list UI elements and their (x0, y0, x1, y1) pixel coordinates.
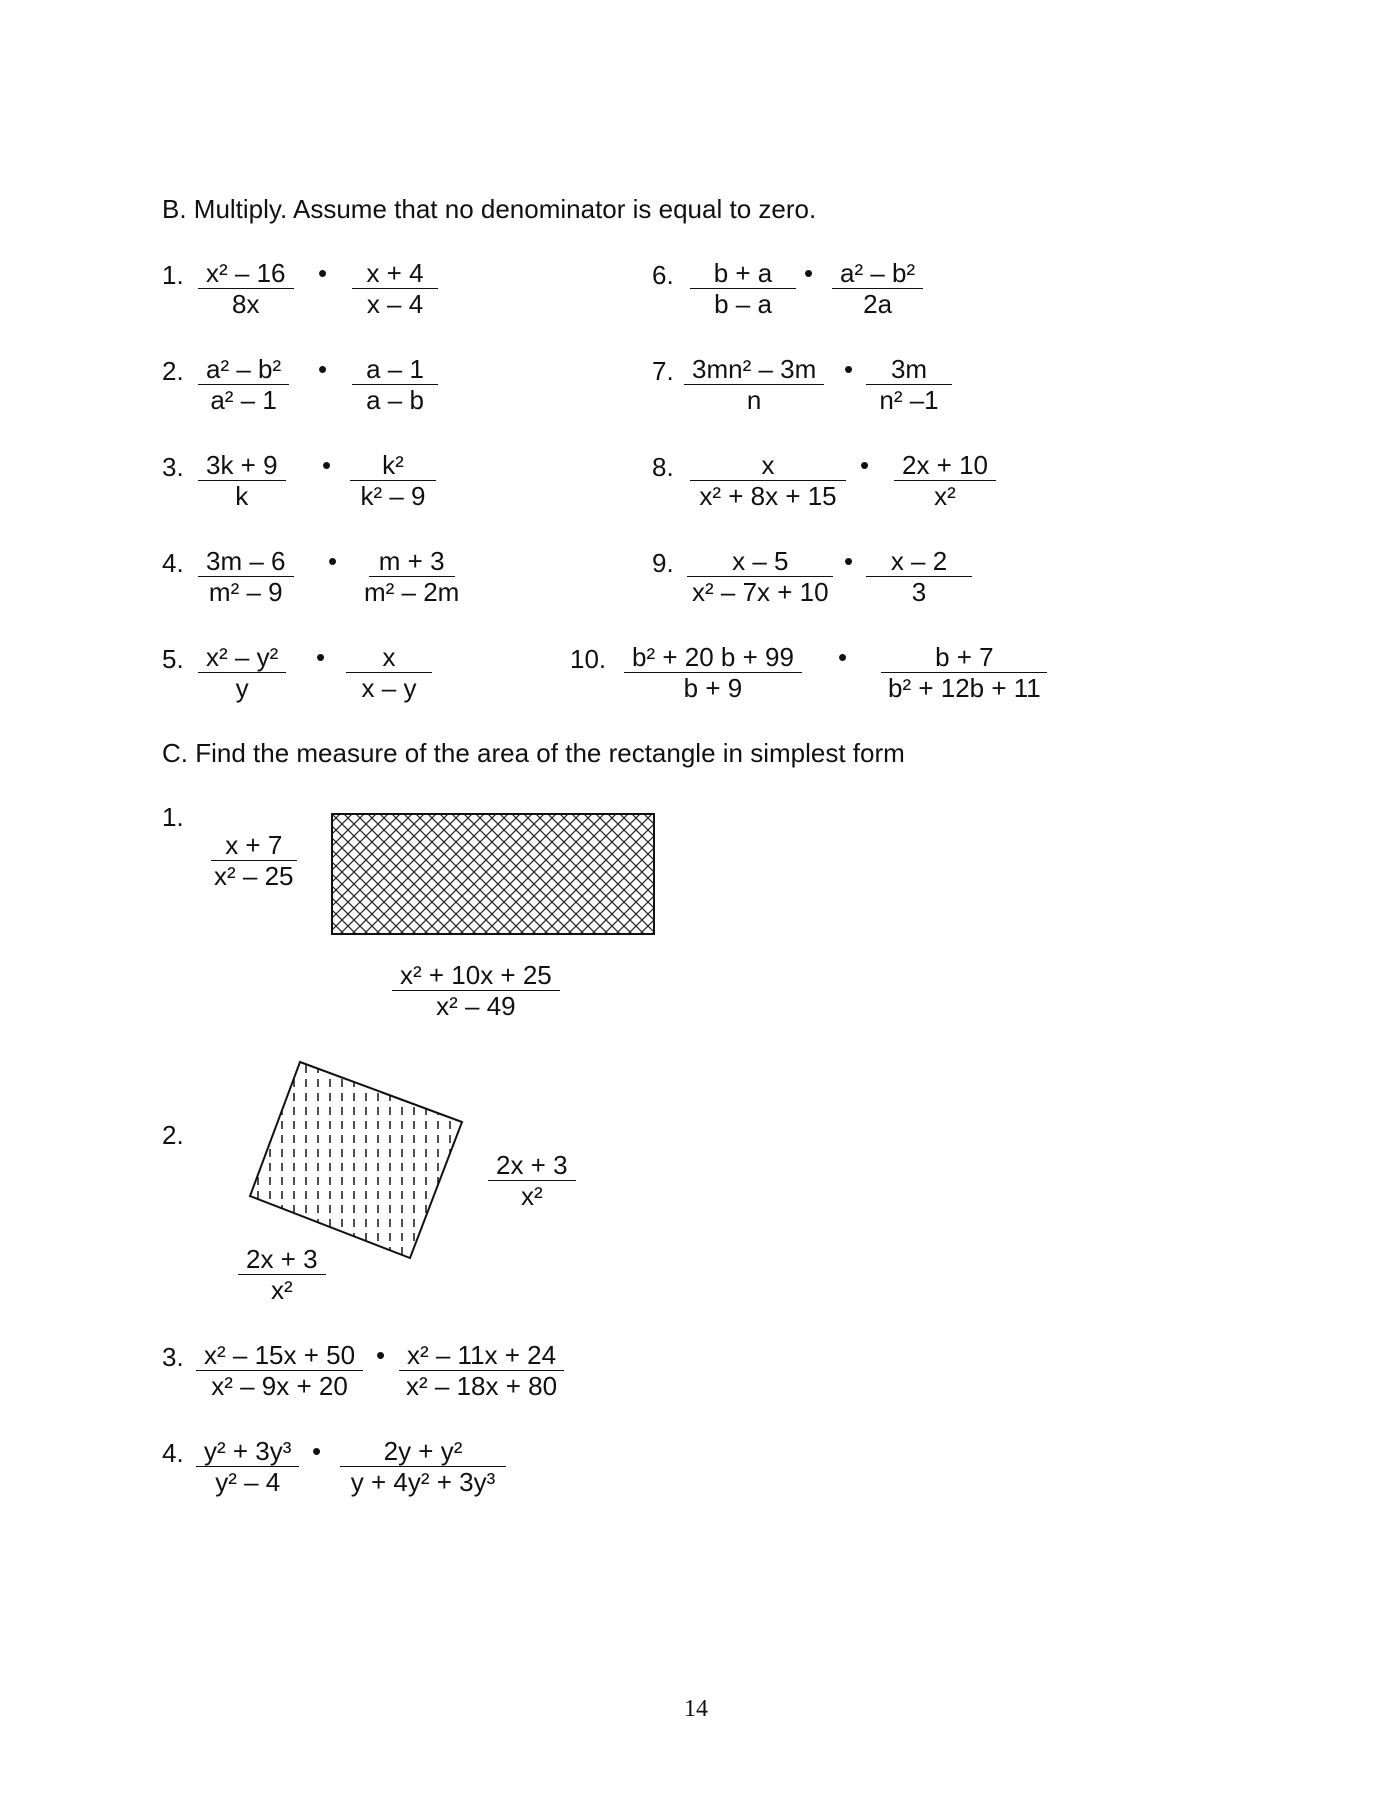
c-problem-3-label: 3. (162, 1342, 184, 1372)
problem-8-label: 8. (652, 452, 674, 482)
problem-10-fraction-1 (624, 642, 802, 703)
c1-bottom-fraction (392, 960, 560, 1021)
numerator: y² + 3y³ (196, 1436, 299, 1467)
denominator: y (235, 673, 249, 703)
problem-5-label: 5. (162, 644, 184, 674)
denominator: b + 9 (683, 673, 743, 703)
denominator: x² (270, 1275, 293, 1305)
numerator: x (346, 642, 432, 673)
denominator: x – y (361, 673, 417, 703)
multiply-dot: • (322, 450, 332, 480)
multiply-dot: • (318, 258, 328, 288)
numerator: 3k + 9 (198, 450, 286, 481)
c4-fraction-1 (196, 1436, 299, 1497)
multiply-dot: • (860, 450, 870, 480)
numerator: x² – 11x + 24 (399, 1340, 564, 1371)
numerator: a² – b² (832, 258, 923, 289)
problem-4-fraction-1 (198, 546, 294, 607)
denominator: m² – 2m (364, 577, 460, 607)
multiply-dot: • (838, 642, 848, 672)
denominator: x² – 25 (214, 861, 294, 891)
c1-rectangle (330, 812, 658, 938)
c2-tilted-rectangle (240, 1050, 470, 1270)
multiply-dot: • (376, 1340, 386, 1370)
numerator: 2x + 3 (238, 1244, 326, 1275)
problem-7-fraction-1 (684, 354, 824, 415)
section-b-heading: B. Multiply. Assume that no denominator is equal to zero. (162, 194, 817, 224)
denominator: k (235, 481, 249, 511)
denominator: x² (520, 1181, 543, 1211)
denominator: x² + 8x + 15 (699, 481, 837, 511)
problem-6-fraction-1 (690, 258, 796, 319)
section-c-heading: C. Find the measure of the area of the rectangle in simplest form (162, 738, 905, 768)
problem-10-label: 10. (570, 644, 607, 674)
numerator: 2x + 10 (894, 450, 996, 481)
denominator: a² – 1 (210, 385, 277, 415)
denominator: 8x (232, 289, 260, 319)
multiply-dot: • (318, 354, 328, 384)
numerator: a – 1 (352, 354, 438, 385)
numerator: x² – y² (198, 642, 286, 673)
denominator: n² –1 (879, 385, 939, 415)
problem-9-fraction-2 (866, 546, 972, 607)
problem-7-fraction-2 (866, 354, 952, 415)
problem-2-label: 2. (162, 356, 184, 386)
denominator: k² – 9 (360, 481, 426, 511)
problem-6-label: 6. (652, 260, 674, 290)
numerator: k² (350, 450, 436, 481)
denominator: x² (934, 481, 956, 511)
problem-5-fraction-1 (198, 642, 286, 703)
numerator: 3mn² – 3m (684, 354, 824, 385)
c4-fraction-2 (340, 1436, 506, 1497)
problem-1-fraction-1 (198, 258, 294, 319)
denominator: n (746, 385, 762, 415)
denominator: a – b (366, 385, 424, 415)
c-problem-4-label: 4. (162, 1438, 184, 1468)
numerator: x + 4 (352, 258, 438, 289)
denominator: y² – 4 (215, 1467, 281, 1497)
numerator: m + 3 (369, 546, 455, 577)
problem-4-fraction-2 (356, 546, 467, 607)
denominator: x² – 49 (436, 991, 516, 1021)
problem-9-label: 9. (652, 548, 674, 578)
denominator: x² – 18x + 80 (406, 1371, 558, 1401)
denominator: y + 4y² + 3y³ (350, 1467, 496, 1497)
c1-side-fraction (206, 830, 302, 891)
problem-4-label: 4. (162, 548, 184, 578)
problem-1-fraction-2 (352, 258, 438, 319)
numerator: b² + 20 b + 99 (624, 642, 802, 673)
multiply-dot: • (312, 1436, 322, 1466)
numerator: a² – b² (198, 354, 289, 385)
problem-6-fraction-2 (832, 258, 923, 319)
problem-3-label: 3. (162, 452, 184, 482)
denominator: b – a (714, 289, 772, 319)
numerator: x (690, 450, 846, 481)
denominator: 3 (911, 577, 927, 607)
problem-8-fraction-1 (690, 450, 846, 511)
numerator: 2y + y² (340, 1436, 506, 1467)
numerator: x² + 10x + 25 (392, 960, 560, 991)
problem-2-fraction-1 (198, 354, 289, 415)
problem-5-fraction-2 (346, 642, 432, 703)
problem-10-fraction-2 (880, 642, 1049, 703)
denominator: x² – 9x + 20 (211, 1371, 348, 1401)
problem-3-fraction-2 (350, 450, 436, 511)
c2-right-fraction (488, 1150, 576, 1211)
denominator: m² – 9 (208, 577, 283, 607)
multiply-dot: • (804, 258, 814, 288)
denominator: x² – 7x + 10 (692, 577, 829, 607)
c3-fraction-2 (398, 1340, 565, 1401)
multiply-dot: • (316, 642, 326, 672)
c-problem-1-label: 1. (162, 802, 184, 832)
page-number: 14 (684, 1696, 708, 1722)
c3-fraction-1 (196, 1340, 363, 1401)
multiply-dot: • (844, 546, 854, 576)
c-problem-2-label: 2. (162, 1120, 184, 1150)
denominator: x – 4 (366, 289, 424, 319)
numerator: 3m – 6 (198, 546, 294, 577)
problem-2-fraction-2 (352, 354, 438, 415)
numerator: 3m (866, 354, 952, 385)
numerator: x² – 15x + 50 (196, 1340, 363, 1371)
multiply-dot: • (844, 354, 854, 384)
numerator: x + 7 (211, 830, 297, 861)
numerator: x – 5 (687, 546, 833, 577)
problem-3-fraction-1 (198, 450, 286, 511)
problem-1-label: 1. (162, 260, 184, 290)
numerator: x – 2 (866, 546, 972, 577)
numerator: b + a (690, 258, 796, 289)
problem-9-fraction-1 (684, 546, 837, 607)
problem-8-fraction-2 (894, 450, 996, 511)
c2-bottom-fraction (238, 1244, 326, 1305)
denominator: 2a (863, 289, 893, 319)
numerator: x² – 16 (198, 258, 294, 289)
numerator: 2x + 3 (488, 1150, 576, 1181)
denominator: b² + 12b + 11 (888, 673, 1041, 703)
multiply-dot: • (328, 546, 338, 576)
problem-7-label: 7. (652, 356, 674, 386)
numerator: b + 7 (881, 642, 1047, 673)
